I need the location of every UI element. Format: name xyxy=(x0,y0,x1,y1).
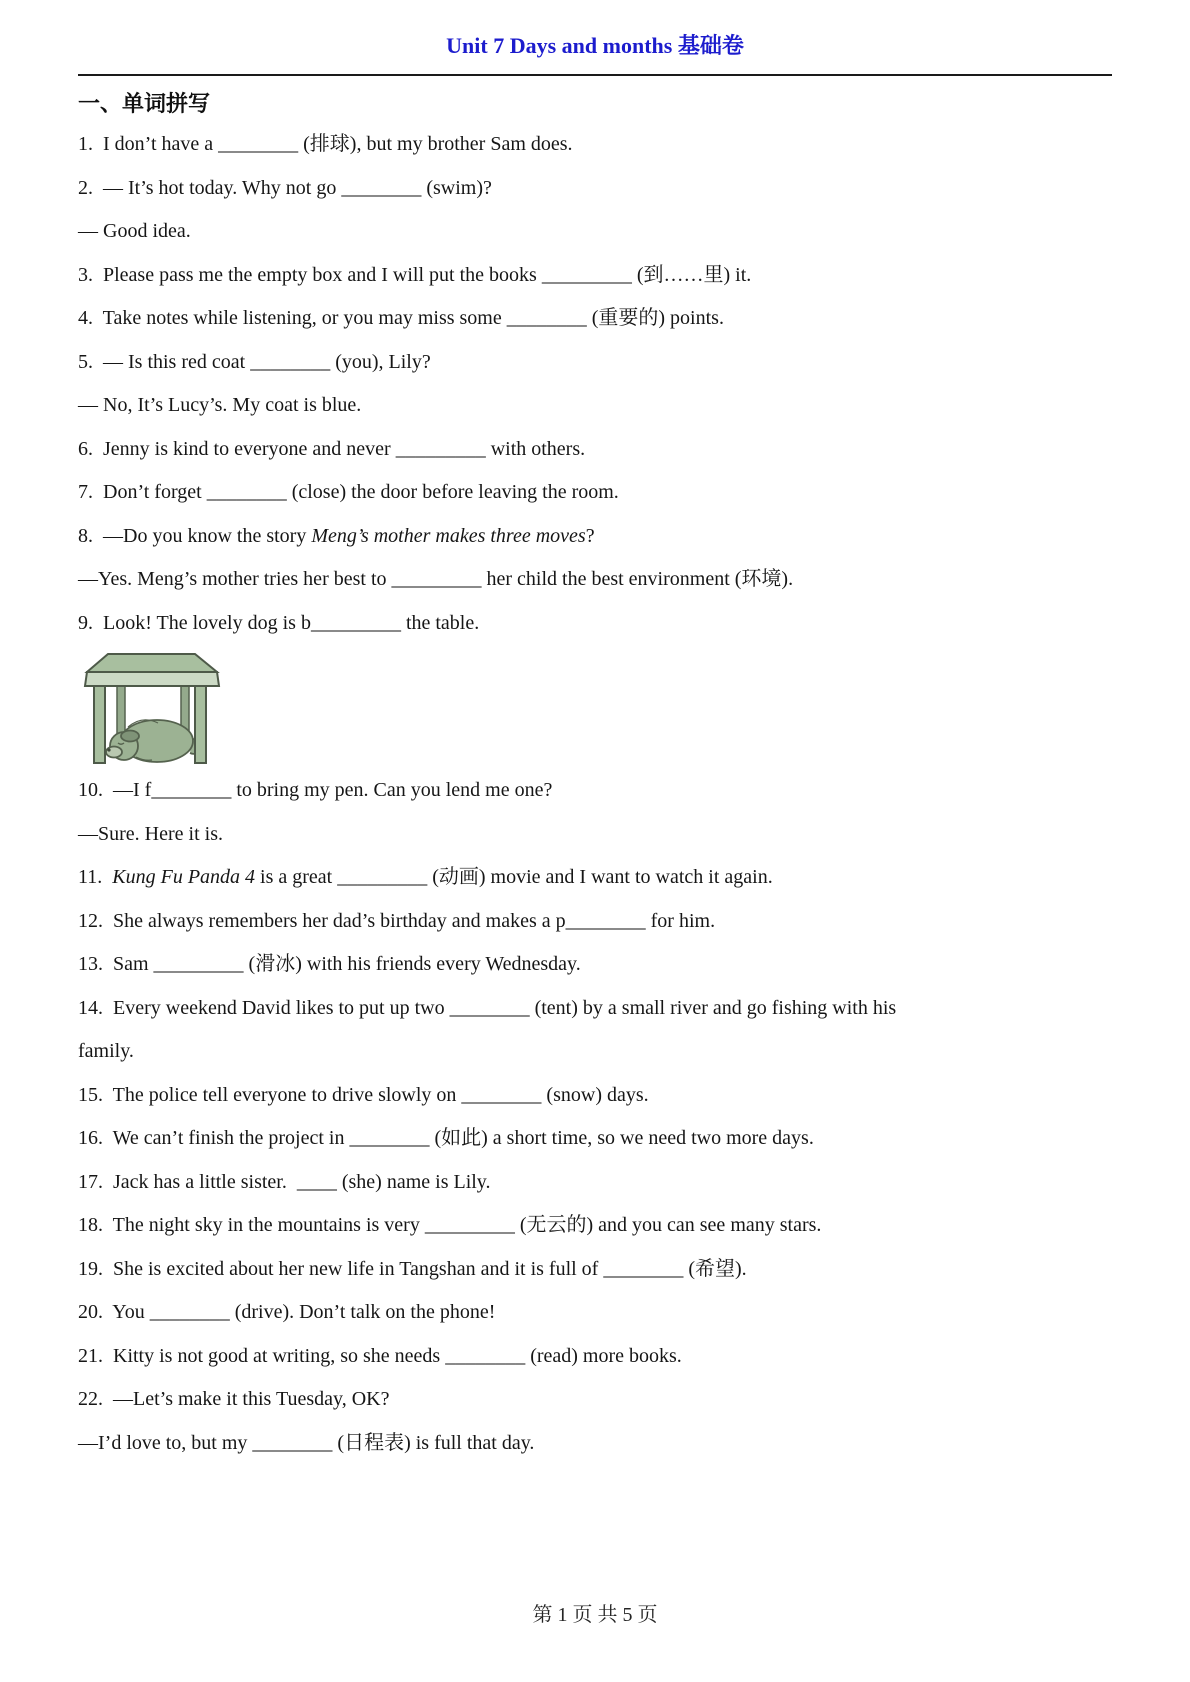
question-13: 13. Sam _________ (滑冰) with his friends every Wednesday. xyxy=(78,953,581,975)
dialog-reply-10: —Sure. Here it is. xyxy=(78,822,223,845)
question-10: 10. —I f________ to bring my pen. Can you lend me one? xyxy=(78,779,553,801)
question-16: 16. We can’t finish the project in ________ (如此) a short time, so we need two more days. xyxy=(78,1127,814,1149)
question-9: 9. Look! The lovely dog is b_________ the table. xyxy=(78,611,480,634)
dog-under-table-illustration xyxy=(80,649,232,765)
section-heading: 一、单词拼写 xyxy=(78,91,211,116)
page-title: Unit 7 Days and months 基础卷 xyxy=(446,33,744,58)
question-1: 1. I don’t have a ________ (排球), but my brother Sam does. xyxy=(78,133,573,155)
dialog-reply-5: — No, It’s Lucy’s. My coat is blue. xyxy=(78,394,362,416)
question-9-illustration xyxy=(80,649,1112,765)
question-11: 11. Kung Fu Panda 4 is a great _________ (动画) movie and I want to watch it again. xyxy=(78,866,773,888)
table-edge xyxy=(85,672,219,686)
question-8: 8. —Do you know the story Meng’s mother makes three moves? xyxy=(78,524,595,547)
question-3: 3. Please pass me the empty box and I will put the books _________ (到……里) it. xyxy=(78,263,752,286)
table-front-leg-left xyxy=(94,685,105,763)
question-15: 15. The police tell everyone to drive slowly on ________ (snow) days. xyxy=(78,1083,649,1106)
question-22: 22. —Let’s make it this Tuesday, OK? xyxy=(78,1388,390,1410)
page-number-footer: 第 1 页 共 5 页 xyxy=(532,1604,658,1626)
question-19: 19. She is excited about her new life in Tangshan and it is full of ________ (希望). xyxy=(78,1257,747,1280)
question-5: 5. — Is this red coat ________ (you), Lily? xyxy=(78,350,431,373)
question-14: 14. Every weekend David likes to put up two ________ (tent) by a small river and go fishing with his xyxy=(78,996,897,1019)
question-6: 6. Jenny is kind to everyone and never _________ with others. xyxy=(78,437,586,460)
question-20: 20. You ________ (drive). Don’t talk on the phone! xyxy=(78,1301,496,1323)
questions-part1 xyxy=(78,123,1112,645)
question-12: 12. She always remembers her dad’s birthday and makes a p________ for him. xyxy=(78,909,716,932)
question-4: 4. Take notes while listening, or you may miss some ________ (重要的) points. xyxy=(78,307,724,329)
table-top xyxy=(87,654,217,672)
question-14-continuation: family. xyxy=(78,1040,134,1062)
dialog-reply-2: — Good idea. xyxy=(78,220,191,242)
title-divider xyxy=(78,74,1112,76)
dialog-reply-8: —Yes. Meng’s mother tries her best to _________ her child the best environment (环境). xyxy=(78,568,794,590)
questions-part2 xyxy=(78,769,1112,1465)
question-18: 18. The night sky in the mountains is very _________ (无云的) and you can see many stars. xyxy=(78,1214,822,1236)
question-21: 21. Kitty is not good at writing, so she needs ________ (read) more books. xyxy=(78,1344,682,1367)
question-17: 17. Jack has a little sister. ____ (she) name is Lily. xyxy=(78,1170,491,1193)
table-front-leg-right xyxy=(195,685,206,763)
question-2: 2. — It’s hot today. Why not go ________ (swim)? xyxy=(78,176,492,199)
dialog-reply-22: —I’d love to, but my ________ (日程表) is full that day. xyxy=(78,1431,535,1454)
question-7: 7. Don’t forget ________ (close) the door before leaving the room. xyxy=(78,481,619,503)
